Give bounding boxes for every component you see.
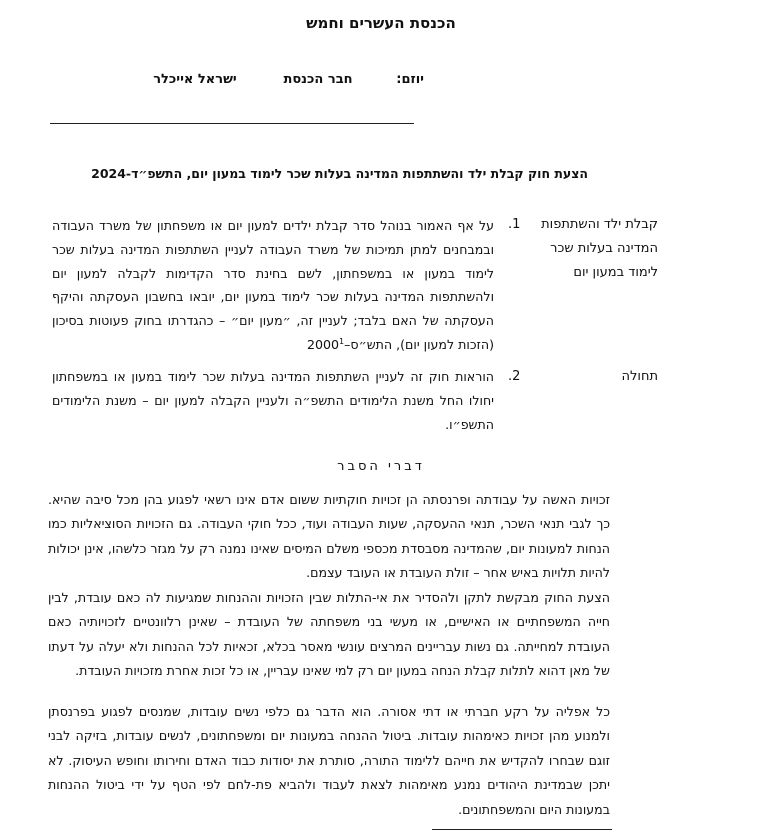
explanation-paragraph-2: הצעת החוק מבקשת לתקן ולהסדיר את אי-התלות שבין הזכויות וההנחות שמגיעות לה כאם עובדת, לבין חייה המשפחתיים או האישיים, או מעשי בני משפחתה של העובדת – שאינן רלוונטיים לזכויותיה כאם העובדת למחייתה. גם נשות עבריינים המרצים עונשי מאסר בכלא, זכאיות לכל ההנחות ולא יעלה על דעתו של מאן דהוא לתלות קבלת הנחה במעון יום רק למי שאינו עבריין, או כל זכות אחרת מזכויות העובדת. bbox=[48, 590, 610, 679]
initiator-role: חבר הכנסת bbox=[283, 72, 353, 87]
section-1-text bbox=[52, 214, 494, 357]
explanation-title: דברי הסבר bbox=[337, 459, 425, 474]
footnote-separator bbox=[432, 829, 612, 830]
section-1-number: 1. bbox=[508, 217, 521, 232]
initiator-label: יוזם: bbox=[396, 72, 424, 87]
explanation-paragraph-3: כל אפליה על רקע חברתי או דתי אסורה. הוא הדבר גם כלפי נשים עובדות, שמנסים לפגוע בפרנסתן ולמנוע מהן זכויות כאימהות עובדות. ביטול ההנחה במעונות יום ומשפחתונים, לנשים עובדות, בזיקה לבני זוגם שבחרו להקדיש את חייהם ללימוד התורה, סותרת את יסודות כבוד האדם וחירותו וחופש העיסוק. לא יתכן שבמדינת היהודים נמנע מאימהות לצאת לעבוד ולהביא פת-לחם לפי הטף על ידי ביטול ההנחות במעונות היום והמשפחתונים. bbox=[48, 704, 610, 817]
footnote-ref[interactable]: 1 bbox=[339, 336, 345, 346]
bill-title: הצעת חוק קבלת ילד והשתתפות המדינה בעלות שכר לימוד במעון יום, התשפ״ד-2024 bbox=[91, 166, 588, 181]
section-2-text: הוראות חוק זה לעניין השתתפות המדינה בעלות שכר לימוד במעון או במשפחתון יחולו החל משנת הלימודים התשפ״ה ולעניין הקבלה למעון יום – משנת הלימודים התשפ״ו. bbox=[52, 369, 494, 432]
signature-line bbox=[50, 123, 414, 124]
section-1-body: על אף האמור בנוהל סדר קבלת ילדים למעון יום או משפחתון של משרד העבודה ובמבחנים למתן תמיכות של משרד העבודה לעניין השתתפות המדינה בעלות שכר לימוד במעון או במשפחתון, לשם בחינת סדר הקדימות לקבלה למעון יום ולהשתתפות המדינה בעלות שכר לימוד במעון יום, יובאו בחשבון העסקתה והיקף העסקתה של האם בלבד; לעניין זה, ״מעון יום״ – כהגדרתו בחוק פעוטות בסיכון (הזכות למעון יום), התש״ס–2000 bbox=[52, 218, 494, 352]
explanation-paragraph-1: זכויות האשה על עבודתה ופרנסתה הן זכויות חוקתיות ששום אדם אינו רשאי לפגוע בהן מכל סיבה שהיא. כך לגבי תנאי השכר, תנאי ההעסקה, שעות העבודה ועוד, ככל חוקי העבודה. גם הזכויות הסוציאליות כמו הנחות למעונות יום, שהמדינה מסבסדת מכספי משלם המיסים שאינו נמנה רק על מגזר כלשהו, אינן יכולות להיות תלויות באיש אחר – זולת העובדת או העובד עצמם. bbox=[48, 492, 610, 581]
initiator-name: ישראל אייכלר bbox=[153, 72, 237, 87]
section-2-label: תחולה bbox=[621, 369, 658, 384]
section-1-label: קבלת ילד והשתתפות המדינה בעלות שכר לימוד במעון יום bbox=[541, 217, 658, 280]
section-2-number: 2. bbox=[508, 369, 521, 384]
knesset-title: הכנסת העשרים וחמש bbox=[306, 14, 456, 32]
